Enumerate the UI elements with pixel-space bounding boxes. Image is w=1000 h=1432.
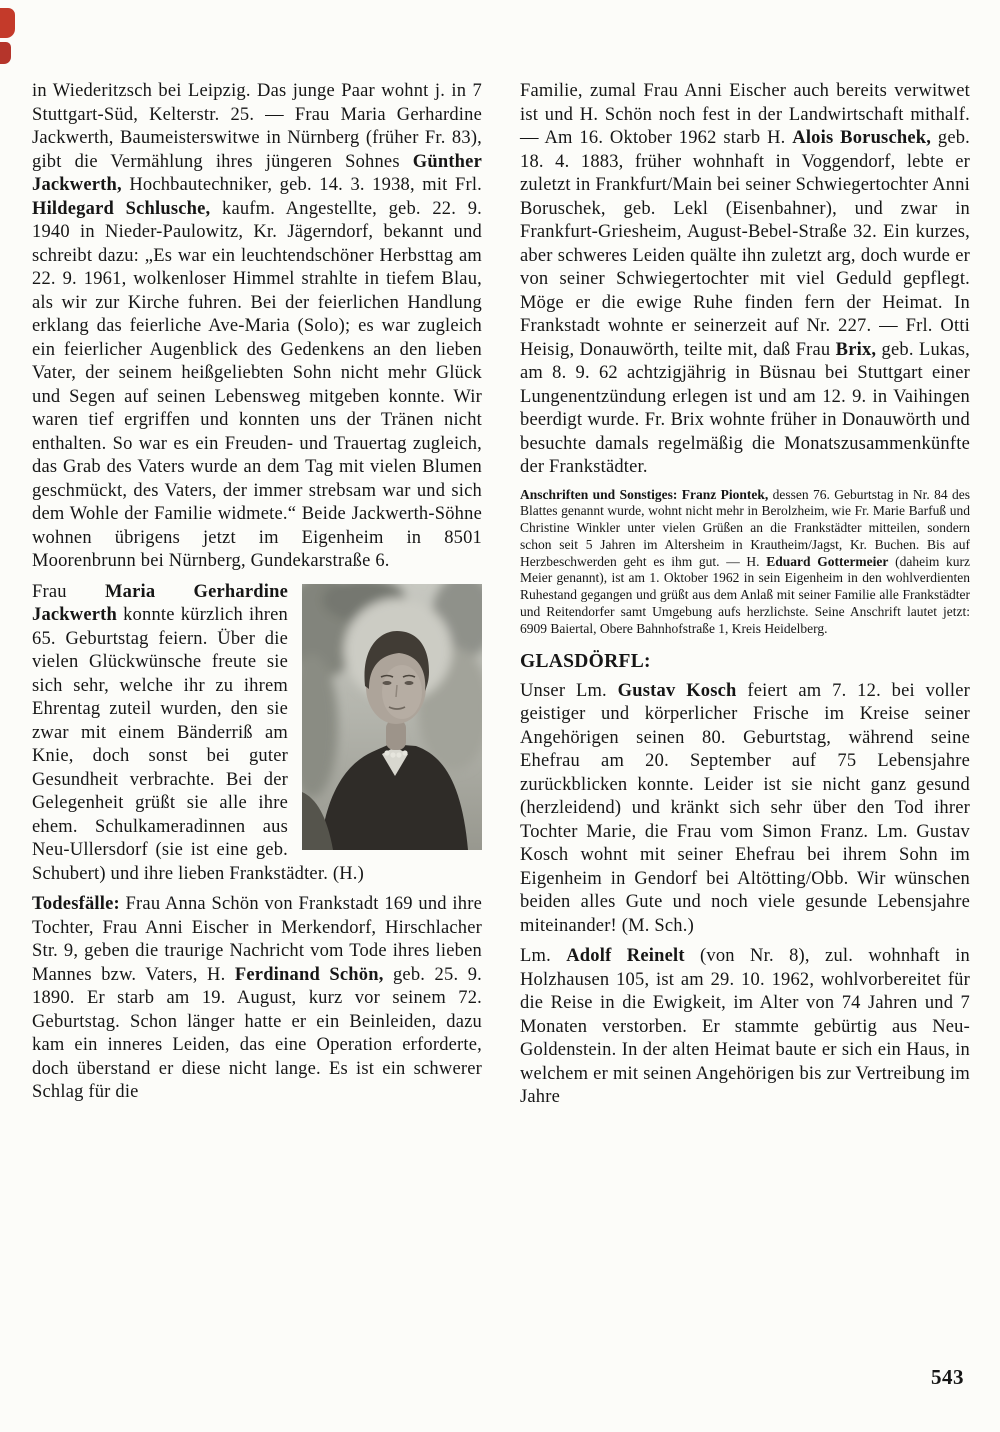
two-column-text [32, 80, 970, 1117]
bold-text-segment: Brix, [835, 339, 877, 360]
text-segment: Frau Anna Schön von Frankstadt 169 und ihre Tochter, Frau Anni Eischer in Merkendorf, Hirschlacher Str. 9, geben die traurige Nachricht vom Tode ihres lieben Mannes bzw. Vaters, H. [32, 894, 482, 985]
text-segment: kaufm. Angestellte, geb. 22. 9. 1940 in Nieder-Paulowitz, Kr. Jägerndorf, bekannt und schreibt dazu: „Es war ein leuchtendschöner Herbsttag am 22. 9. 1961, wolkenloser Himmel strahlte in tiefem Blau, als wir zur Kirche fuhren. Bei der feierlichen Handlung erklang das feierliche Ave-Maria (Solo); es war zugleich ein feierlicher Augenblick des Gedenkens an den lieben Vater, der seinem heißgeliebten Sohn nicht mehr Glück und Segen auf seinen Lebensweg mitgeben konnte. Wir waren tief ergriffen und konnten uns der Tränen nicht enthalten. So war es ein Freuden- und Trauertag zugleich, das Grab des Vaters wurde an dem Tag mit vielen Blumen geschmückt, des Vaters, der immer strebsam war und sich dem Wohle der Familie widmete.“ Beide Jackwerth-Söhne wohnen übrigens jetzt im Eigenheim in 8501 Moorenbrunn bei Nürnberg, Gundekarstraße 6. [32, 198, 482, 571]
text-segment: konnte kürzlich ihren 65. Geburtstag feiern. Über die vielen Glückwünsche freute sie sich sehr, welche ihr zu ihrem Ehrentag zuteil wurden, den sie zwar mit einem Bänderriß am Knie, doch sonst bei guter Gesundheit verbrachte. Bei der Gelegenheit grüßt sie alle ihre ehem. Schulkameradinnen aus Neu-Ullersdorf (sie ist eine geb. Schubert) und ihre lieben Frankstädter. (H.) [32, 605, 364, 884]
bold-text-segment: Gustav Kosch [617, 680, 737, 701]
text-segment: Unser Lm. [520, 680, 618, 701]
text-segment: (daheim kurz Meier genannt), ist am 1. Oktober 1962 in sein Eigenheim in den wohlverdienten Ruhestand gegangen und grüßt aus dem Anlaß mit seiner Familie alle Frankstädter und Reitendorfer samt Umgebung aufs herzlichste. Seine Anschrift lautet jetzt: 6909 Baiertal, Obere Bahnhofstraße 1, Kreis Heidelberg. [520, 553, 970, 636]
text-segment: feiert am 7. 12. bei voller geistiger und körperlicher Frische im Kreise seiner Angehörigen seinen 80. Geburtstag, während seine Ehefrau am 20. September auf 75 Lebensjahre zurückblicken konnte. Leider ist sie nicht ganz gesund (herzleidend) und kränkt sich sehr über den Tod ihrer Tochter Marie, die Frau vom Simon Franz. Lm. Gustav Kosch wohnt mit seiner Ehefrau bei ihrem Sohn im Eigenheim in Gendorf bei Altötting/Obb. Wir wünschen beiden alles Gute und noch viele gesunde Lebensjahre miteinander! (M. Sch.) [520, 680, 971, 936]
paragraph-gustav-kosch [520, 680, 970, 939]
bold-text-segment: Hildegard Schlusche, [32, 198, 211, 219]
paragraph-adolf-reinelt [520, 945, 970, 1110]
red-print-mark [0, 8, 15, 38]
text-segment: Familie, zumal Frau Anni Eischer auch bereits verwitwet ist und H. Schön noch fest in der Landwirtschaft mithalf. — Am 16. Oktober 1962 starb H. [520, 81, 970, 148]
portrait-photo [302, 584, 482, 850]
bold-text-segment: Maria Gerhardine Jackwerth [32, 581, 288, 625]
paragraph-wedding-announcement [32, 80, 482, 574]
paragraph-deaths-schoen [32, 893, 482, 1105]
left-column [32, 80, 482, 1117]
text-segment: Frau [32, 581, 105, 602]
text-segment: geb. 18. 4. 1883, früher wohnhaft in Voggendorf, lebte er zuletzt in Frankfurt/Main bei seiner Schwiegertochter Anni Boruschek, geb. Lekl (Eisenbahner), und zwar in Frankfurt-Griesheim, August-Bebel-Straße 32. Ein kurzes, aber schweres Leiden quälte ihn zuletzt arg, doch wurde er von seiner Schwiegertochter mit viel Geduld gepflegt. Möge er die ewige Ruhe finden fern der Heimat. In Frankstadt wohnte er seinerzeit auf Nr. 227. — Frl. Otti Heisig, Donauwörth, teilte mit, daß Frau [520, 128, 971, 360]
section-heading-glasdoerfl: GLASDÖRFL: [520, 650, 651, 672]
text-segment: Hochbautechniker, geb. 14. 3. 1938, mit Frl. [121, 175, 482, 195]
bold-text-segment: Todesfälle: [32, 894, 120, 914]
paragraph-addresses-and-misc [520, 487, 970, 638]
red-print-mark [0, 42, 11, 64]
bold-text-segment: Anschriften und Sonstiges: Franz Piontek, [520, 486, 769, 502]
paragraph-family-boruschek-brix [520, 80, 970, 480]
bold-text-segment: Ferdinand Schön, [234, 964, 384, 985]
bold-text-segment: Alois Boruschek, [792, 128, 932, 148]
text-segment: in Wiederitzsch bei Leipzig. Das junge Paar wohnt j. in 7 Stuttgart-Süd, Kelterstr. 25. — Frau Maria Gerhardine Jackwerth, Baumeisterswitwe in Nürnberg (früher Fr. 83), gibt die Vermählung ihres jüngeren Sohnes [32, 81, 482, 172]
page-number: 543 [931, 1365, 964, 1389]
text-segment: geb. Lukas, am 8. 9. 62 achtzigjährig in Büsnau bei Stuttgart einer Lungenentzündung erlegen ist und am 12. 9. in Vaihingen beerdigt wurde. Fr. Brix wohnte früher in Donauwörth und besuchte damals regelmäßig die Monatszusammenkünfte der Frankstädter. [520, 339, 970, 477]
bold-text-segment: Eduard Gottermeier [766, 553, 889, 569]
text-segment: Lm. [520, 946, 567, 967]
bold-text-segment: Adolf Reinelt [566, 946, 685, 967]
portrait-photo-illustration [302, 584, 482, 850]
text-segment: dessen 76. Geburtstag in Nr. 84 des Blattes genannt wurde, wohnt nicht mehr in Berolzheim, wie Fr. Marie Barfuß und Christine Winkler unter vielen Grüßen an die Frankstädter mitteilen, sondern schon seit 5 Jahren im Altersheim in Krautheim/Jagst, Kr. Buchen. Bis auf Herzbeschwerden geht es ihm gut. — H. [520, 486, 970, 569]
text-segment: (von Nr. 8), zul. wohnhaft in Holzhausen 105, ist am 29. 10. 1962, wohlvorbereitet für die Reise in die Ewigkeit, im Alter von 74 Jahren und 7 Monaten verstorben. Er stammte gebürtig aus Neu-Goldenstein. In der alten Heimat baute er sich ein Haus, in welchem er mit seinen Angehörigen bis zur Vertreibung im Jahre [520, 946, 970, 1108]
paragraph-birthday-jackwerth [32, 581, 482, 887]
right-column [520, 80, 970, 1117]
bold-text-segment: Günther Jackwerth, [32, 151, 482, 195]
text-segment: geb. 25. 9. 1890. Er starb am 19. August, kurz vor seinem 72. Geburtstag. Schon länger hatte er ein Beinleiden, dazu kam ein inneres Leiden, das eine Operation erforderte, doch überstand er diese nicht lange. Es ist ein schwerer Schlag für die [32, 964, 482, 1102]
